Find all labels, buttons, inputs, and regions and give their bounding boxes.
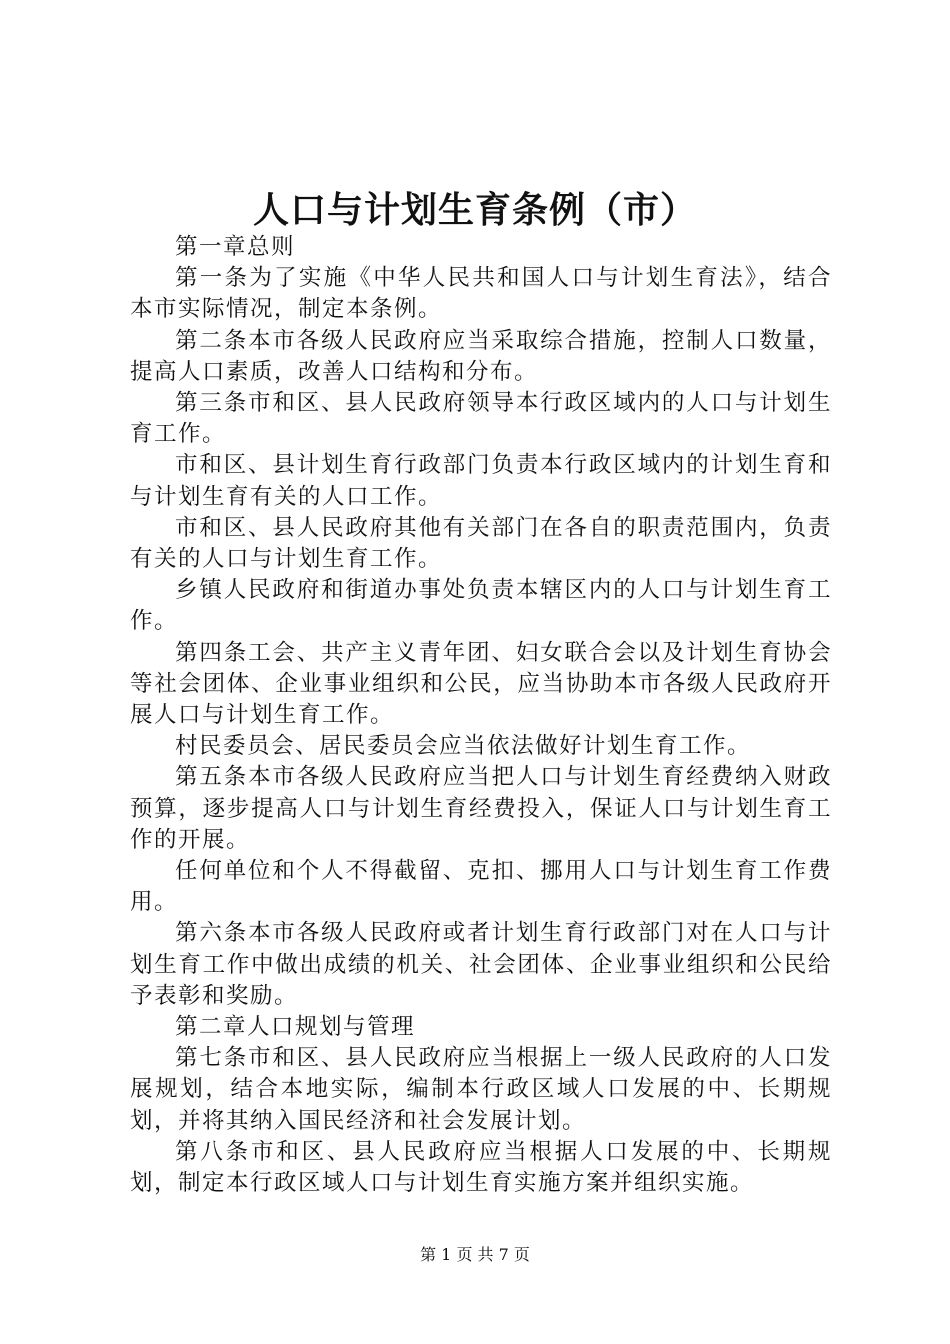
article-paragraph: 乡镇人民政府和街道办事处负责本辖区内的人口与计划生育工作。 <box>130 577 832 635</box>
article-paragraph: 村民委员会、居民委员会应当依法做好计划生育工作。 <box>175 733 752 760</box>
document-title: 人口与计划生育条例（市） <box>252 189 697 231</box>
document-body <box>130 232 832 1199</box>
article-paragraph: 第八条市和区、县人民政府应当根据人口发展的中、长期规划，制定本行政区域人口与计划生育实施方案并组织实施。 <box>130 1138 832 1197</box>
chapter-heading: 第一章总则 <box>175 234 296 260</box>
article-paragraph: 第七条市和区、县人民政府应当根据上一级人民政府的人口发展规划，结合本地实际，编制本行政区域人口发展的中、长期规划，并将其纳入国民经济和社会发展计划。 <box>130 1045 832 1134</box>
article-paragraph: 第一条为了实施《中华人民共和国人口与计划生育法》，结合本市实际情况，制定本条例。 <box>130 265 832 323</box>
article-paragraph: 第六条本市各级人民政府或者计划生育行政部门对在人口与计划生育工作中做出成绩的机关、社会团体、企业事业组织和公民给予表彰和奖励。 <box>130 920 832 1009</box>
article-paragraph: 市和区、县人民政府其他有关部门在各自的职责范围内，负责有关的人口与计划生育工作。 <box>130 514 832 573</box>
article-paragraph: 第三条市和区、县人民政府领导本行政区域内的人口与计划生育工作。 <box>130 390 832 448</box>
article-paragraph: 第四条工会、共产主义青年团、妇女联合会以及计划生育协会等社会团体、企业事业组织和公民，应当协助本市各级人民政府开展人口与计划生育工作。 <box>130 639 832 729</box>
article-paragraph: 市和区、县计划生育行政部门负责本行政区域内的计划生育和与计划生育有关的人口工作。 <box>130 452 832 510</box>
article-paragraph: 第五条本市各级人民政府应当把人口与计划生育经费纳入财政预算，逐步提高人口与计划生育经费投入，保证人口与计划生育工作的开展。 <box>130 764 832 853</box>
chapter-heading: 第二章人口规划与管理 <box>175 1014 416 1041</box>
page-number-footer: 第 1 页 共 7 页 <box>420 1245 530 1264</box>
article-paragraph: 任何单位和个人不得截留、克扣、挪用人口与计划生育工作费用。 <box>130 858 832 916</box>
article-paragraph: 第二条本市各级人民政府应当采取综合措施，控制人口数量，提高人口素质，改善人口结构和分布。 <box>130 327 832 385</box>
